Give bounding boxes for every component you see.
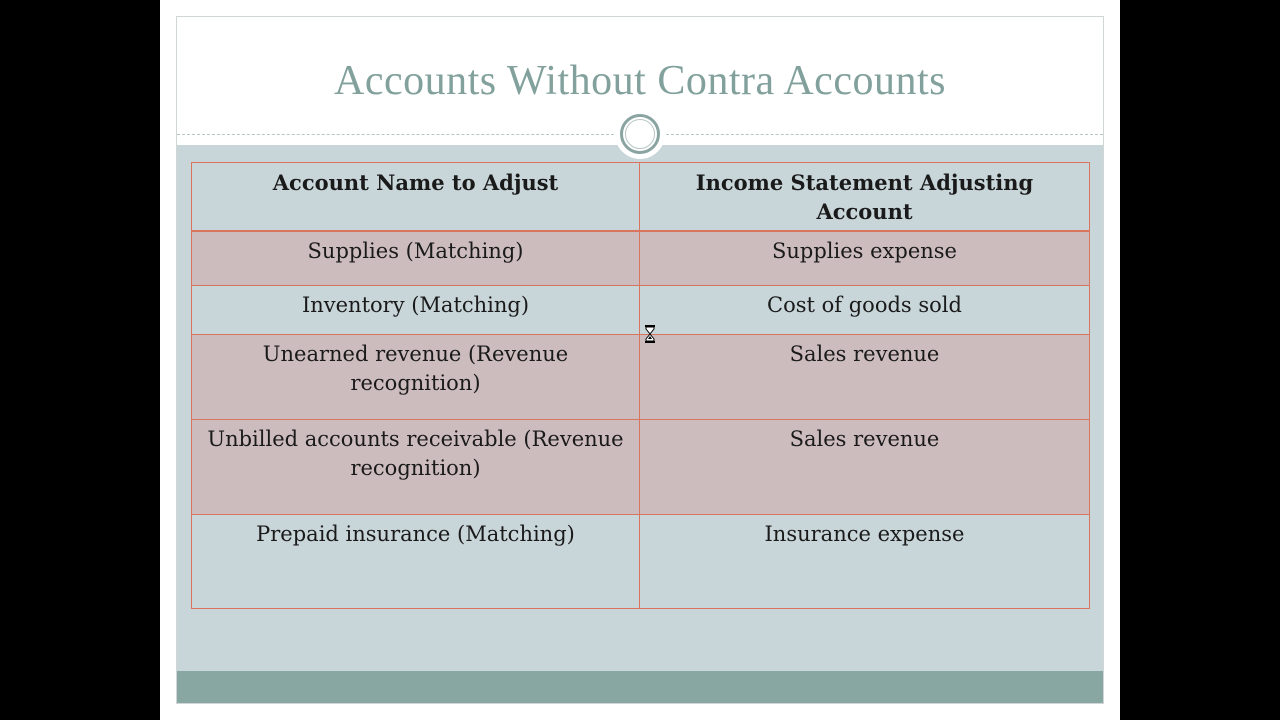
table-row [192, 286, 1090, 335]
cell-adjusting-account: Sales revenue [640, 335, 1090, 420]
bottom-bar [177, 671, 1103, 703]
cell-account: Unearned revenue (Revenue recognition) [192, 335, 640, 420]
cell-account: Inventory (Matching) [192, 286, 640, 335]
accounts-table [191, 162, 1090, 609]
hourglass-cursor-icon [644, 324, 656, 344]
header-account-name: Account Name to Adjust [192, 163, 640, 231]
table-row [192, 231, 1090, 286]
cell-adjusting-account: Supplies expense [640, 231, 1090, 286]
slide-title: Accounts Without Contra Accounts [334, 58, 946, 104]
cell-adjusting-account: Sales revenue [640, 420, 1090, 515]
header-income-statement-account: Income Statement Adjusting Account [640, 163, 1090, 231]
cell-account: Supplies (Matching) [192, 231, 640, 286]
cell-adjusting-account: Cost of goods sold [640, 286, 1090, 335]
table-header-row [192, 163, 1090, 231]
table-row [192, 420, 1090, 515]
ornament-ring [620, 114, 660, 154]
circle-ornament-icon [615, 109, 665, 159]
cell-account: Prepaid insurance (Matching) [192, 515, 640, 609]
ornament-inner [625, 119, 655, 149]
table-row [192, 335, 1090, 420]
cell-account: Unbilled accounts receivable (Revenue recognition) [192, 420, 640, 515]
cell-adjusting-account: Insurance expense [640, 515, 1090, 609]
table-row [192, 515, 1090, 609]
